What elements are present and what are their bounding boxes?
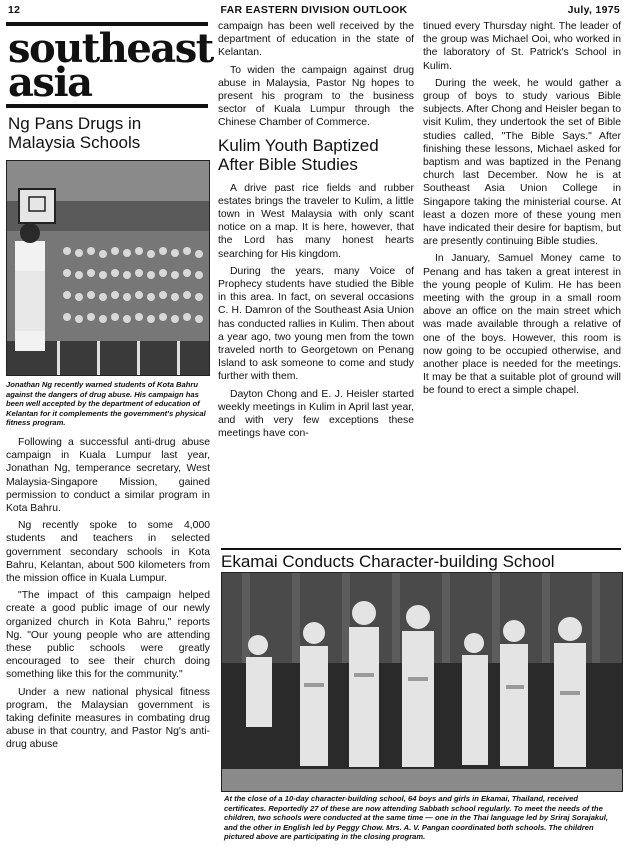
article1-paragraph: Following a successful anti-drug abuse campaign in Kuala Lumpur last year, Jonathan Ng, temperance secretary, West Malaysia-Singapore Mission, gained permission to conduct a similar program in Kota Bahru.	[6, 436, 210, 514]
article2-continuation: In January, Samuel Money came to Penang and has taken a great interest in the young people of Kulim. He has been meeting with the group in a small room above an office on the main street which was made available through a relative of one of the boys. However, this room is now going to be occupied otherwise, and another place is needed for the meetings. It may be that a suitable plot of ground will be found to erect a simple chapel.	[423, 253, 621, 397]
article1-paragraph: "The impact of this campaign helped create a good public image of our newly organized church in Kota Bahru," reports Ng. "Our young people who are attending these public schools were greatly encouraged to see their church doing something like this for the community."	[6, 590, 210, 681]
column-2	[218, 20, 414, 444]
character-school-photo	[221, 572, 623, 792]
section-title-line2: asia	[8, 59, 92, 106]
article2-continuation: tinued every Thursday night. The leader of the group was Michael Ooi, who worked in the laboratory of St. Patrick's School in Kulim.	[423, 21, 621, 72]
article1-continuation: To widen the campaign against drug abuse in Malaysia, Pastor Ng hopes to present his program to the business sector of Kuala Lumpur through the Chinese Chamber of Commerce.	[218, 64, 414, 129]
article1-continuation: campaign has been well received by the department of education in the state of Kelantan.	[218, 21, 414, 59]
publication-title: FAR EASTERN DIVISION OUTLOOK	[220, 4, 408, 16]
article1-paragraph: Under a new national physical fitness program, the Malaysian government is taking definite measures in combating drug abuse in that country, and Pastor Ng's anti-drug abuse	[6, 686, 210, 751]
page-number: 12	[8, 4, 21, 16]
article3-caption: At the close of a 10-day character-building school, 64 boys and girls in Ekamai, Thailand, received certificates. Reportedly 27 of these are now attending Sabbath school regularly. To meet the needs of the children, two schools were conducted at the same time — one in the Thai language led by Sriraj Sorajakul, and the other in English led by Peggy Chow. Mrs. A. V. Pangan coordinated both schools. The children pictured above are participating in the closing program.	[224, 794, 608, 842]
article2-paragraph: During the years, many Voice of Prophecy students have studied the Bible in this area. In fact, on several occasions C. H. Damron of the Southeast Asia Union has conducted rallies in Kulim. Then about a year ago, two young men from the town traveled north to Georgetown on Penang Island to ask someone to come and study further with them.	[218, 265, 414, 383]
article2-paragraph: A drive past rice fields and rubber estates brings the traveler to Kulim, a little town in West Malaysia with only scant notice on a map. It is here, however, that the Lord has many honest hearts searching for His kingdom.	[218, 182, 414, 260]
column-1	[6, 20, 213, 756]
section-title-line1: southeast	[8, 25, 213, 72]
school-assembly-image	[7, 161, 209, 375]
article2-continuation: During the week, he would gather a group of boys to study various Bible subjects. After Chong and Heisler began to visit Kulim, they undertook the set of Bible studies called, "The Bible Says." After finishing these lessons, Michael asked for baptism and was baptized in the Penang church last December. Now he is at Southeast Asia Union College in Singapore taking the ministerial course. At least a dozen more of these young men have indicated their desire for baptism, but are presently continuing Bible studies.	[423, 77, 621, 248]
column-3	[423, 20, 621, 402]
issue-date: July, 1975	[567, 4, 620, 16]
article2-paragraph: Dayton Chong and E. J. Heisler started weekly meetings in Kulim in April last year, and with very few exceptions these meetings have con-	[218, 388, 414, 440]
drug-campaign-photo	[6, 160, 210, 376]
children-program-image	[222, 573, 622, 791]
article1-caption: Jonathan Ng recently warned students of Kota Bahru against the dangers of drug abuse. His campaign has been well accepted by the department of education of Kelantan for it complements the government's physical fitness program.	[6, 380, 206, 428]
article2-headline: Kulim Youth Baptized After Bible Studies	[218, 135, 379, 174]
article3-headline: Ekamai Conducts Character-building School	[221, 548, 621, 572]
page-header	[6, 2, 622, 18]
article1-headline: Ng Pans Drugs in Malaysia Schools	[8, 114, 142, 152]
section-title	[6, 22, 213, 108]
article1-paragraph: Ng recently spoke to some 4,000 students and teachers in selected government secondary schools in Kota Bahru, Kelantan, about 500 kilometers from the mission office in Kuala Lumpur.	[6, 520, 210, 584]
